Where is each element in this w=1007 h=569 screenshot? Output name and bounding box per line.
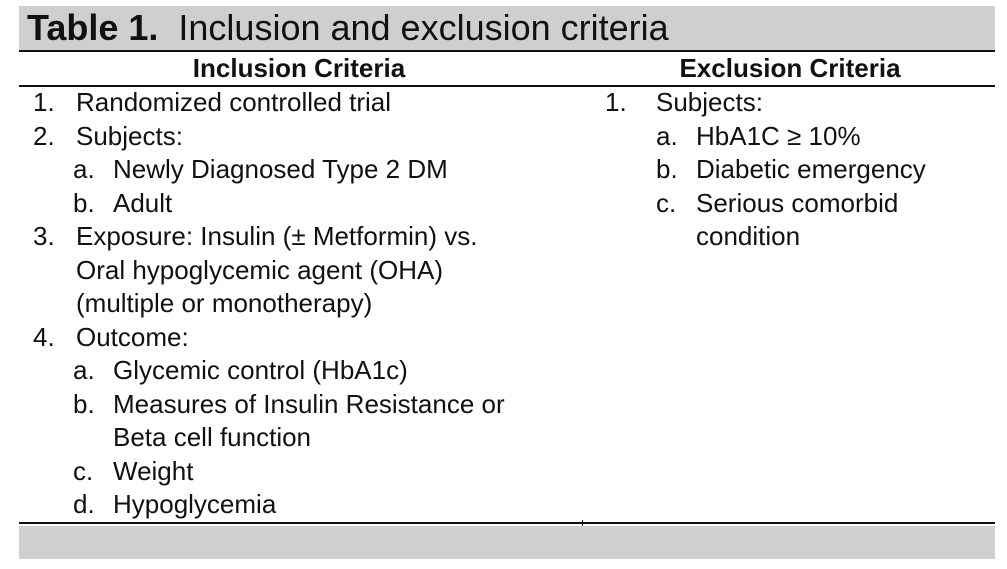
list-item bbox=[585, 220, 995, 254]
list-item bbox=[19, 488, 579, 522]
list-item bbox=[585, 120, 995, 154]
table-title bbox=[27, 6, 669, 50]
list-marker: b. bbox=[656, 154, 678, 184]
bottom-rule bbox=[19, 522, 995, 524]
list-text: Exposure: Insulin (± Metformin) vs. bbox=[76, 221, 478, 251]
list-marker: b. bbox=[73, 388, 95, 419]
table-footer-bar bbox=[19, 526, 995, 559]
list-text: Diabetic emergency bbox=[696, 154, 926, 184]
table-caption: Inclusion and exclusion criteria bbox=[178, 7, 669, 48]
exclusion-header: Exclusion Criteria bbox=[679, 53, 901, 83]
list-marker: b. bbox=[73, 187, 95, 218]
inclusion-list bbox=[19, 86, 579, 522]
list-text: Hypoglycemia bbox=[113, 489, 277, 519]
list-item bbox=[19, 220, 579, 254]
list-item bbox=[19, 86, 579, 120]
list-item bbox=[19, 287, 579, 321]
list-item bbox=[19, 455, 579, 489]
list-item bbox=[19, 321, 579, 355]
list-item bbox=[19, 187, 579, 221]
list-marker: a. bbox=[73, 154, 95, 184]
exclusion-list bbox=[585, 86, 995, 254]
list-marker: 2. bbox=[33, 120, 55, 151]
list-item bbox=[19, 120, 579, 154]
list-text: Weight bbox=[113, 455, 194, 486]
list-marker: 4. bbox=[33, 321, 55, 352]
list-text: Beta cell function bbox=[113, 422, 312, 452]
list-item bbox=[19, 388, 579, 422]
table-number: Table 1. bbox=[27, 7, 159, 48]
list-text: Subjects: bbox=[76, 120, 183, 151]
inclusion-header: Inclusion Criteria bbox=[192, 53, 406, 83]
list-text: Outcome: bbox=[76, 321, 189, 352]
list-item bbox=[19, 153, 579, 187]
list-text: Randomized controlled trial bbox=[76, 87, 392, 117]
table-title-bar bbox=[19, 6, 995, 50]
list-text: Subjects: bbox=[656, 87, 763, 117]
list-item bbox=[585, 86, 995, 120]
list-text: (multiple or monotherapy) bbox=[76, 288, 373, 318]
list-text: HbA1C ≥ 10% bbox=[696, 120, 861, 151]
list-item bbox=[585, 153, 995, 187]
list-marker: 3. bbox=[33, 221, 55, 251]
list-item bbox=[19, 421, 579, 455]
list-text: Serious comorbid bbox=[696, 187, 899, 218]
list-marker: c. bbox=[656, 187, 677, 218]
list-text: Glycemic control (HbA1c) bbox=[113, 355, 408, 385]
list-text: condition bbox=[696, 221, 801, 251]
list-item bbox=[19, 254, 579, 288]
list-marker: d. bbox=[73, 489, 95, 519]
list-item bbox=[19, 354, 579, 388]
list-marker: 1. bbox=[33, 87, 55, 117]
list-marker: 1. bbox=[605, 87, 627, 117]
list-marker: a. bbox=[73, 355, 95, 385]
list-item bbox=[585, 187, 995, 221]
list-text: Oral hypoglycemic agent (OHA) bbox=[76, 254, 444, 285]
list-marker: a. bbox=[656, 120, 678, 151]
list-text: Newly Diagnosed Type 2 DM bbox=[113, 154, 448, 184]
list-text: Measures of Insulin Resistance or bbox=[113, 388, 505, 419]
list-marker: c. bbox=[73, 455, 94, 486]
list-text: Adult bbox=[113, 187, 173, 218]
